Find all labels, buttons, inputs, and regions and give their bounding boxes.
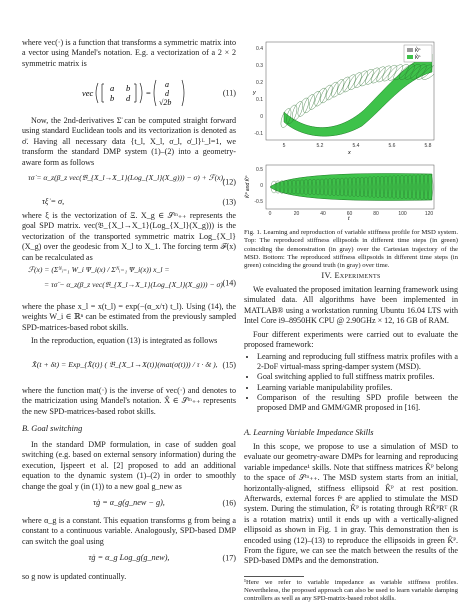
- bottom-x-tick: 100: [398, 211, 407, 217]
- left-paragraph-3: where ξ is the vectorization of Ξ. X_g ∈ 𝒮ᵐ₊₊ represents the goal SPD matrix. vec(𝔅_{X_l→X_1}(Log_{X_l}(X_g))) is the vectorization of the transported symmetric matrix Log_{X_l}(X_g) over the geodesic from X_l to X_1. The forcing term ℱ(x) can be recalculated as: [22, 211, 236, 262]
- equation-13-number: (13): [222, 197, 236, 206]
- top-x-tick: 5.6: [388, 143, 396, 149]
- bottom-y-tick: 0: [260, 183, 263, 189]
- legend-swatch-green: [407, 55, 413, 59]
- eq15-body: X̂(t + δt) = Exp_{X̂(t)} ( 𝔅_{X_1→X(t)}(mat(σ(t))) / τ · δt ),: [32, 360, 218, 369]
- footnote-rule: [244, 576, 304, 577]
- eq11-v0: a: [165, 80, 169, 89]
- top-x-tick: 5.8: [424, 143, 432, 149]
- top-y-tick: 0.4: [256, 46, 263, 52]
- eq11-m2: b: [110, 93, 115, 103]
- eq11-v2: √2b: [159, 98, 172, 107]
- bottom-x-tick: 60: [346, 211, 353, 217]
- equation-15-number: (15): [222, 360, 236, 370]
- top-y-tick: 0: [260, 114, 263, 120]
- top-x-tick: 5.4: [352, 143, 360, 149]
- legend-label-0: K̂ᴾ: [415, 48, 421, 54]
- experiment-item-1: • Learning and reproducing full stiffness matrix profiles with a 2-DoF virtual-mass spring-damper system (MSD).: [257, 352, 458, 372]
- left-paragraph-9: so g now is updated continually.: [22, 572, 127, 581]
- bottom-x-ticks: [269, 211, 434, 217]
- equation-17-number: (17): [222, 553, 236, 563]
- top-x-label: x: [348, 150, 351, 156]
- equation-12: [22, 172, 236, 192]
- right-paragraph-2: Four different experiments were carried out to evaluate the proposed framework:: [244, 330, 458, 350]
- top-y-tick: 0.1: [256, 97, 263, 103]
- figure-1: [244, 40, 458, 270]
- experiment-item-4: • Comparison of the resulting SPD profile between the proposed DMP and GMM/GMR proposed in [16].: [257, 393, 458, 413]
- equation-17: [22, 552, 236, 564]
- top-y-label: y: [253, 90, 256, 96]
- top-y-tick: 0.2: [256, 80, 263, 86]
- eq14-line1: ℱ(x) = (Σᴺᵢ₌₁ W_i Ψ_i(x) / Σᴺᵢ₌₁ Ψ_i(x)) x_l =: [28, 265, 170, 274]
- right-paragraph-3: In this scope, we propose to use a simulation of MSD to evaluate our geometry-aware DMPs for learning and reproducing variable impedance¹ skills. Note that stiffness matrices K̂ᴾ belong to the space of 𝒮ᵐ₊₊. The MSD system starts from an initial, horizontally-aligned, stiffness ellipsoid K̂ᴾ at rest position. Afterwards, external forces fᵉ are applied to stimulate the MSD system. During the stimulation, K̂ᴾ is rotating through RK̂ᴾRᵀ (R is a rotation matrix) until it ends up with a vertically-aligned ellipsoid as shown in Fig. 1 in gray. This demonstration then is encoded using (12)–(13) to reproduce the ellipsoids in green K̂ᴾ. From the figure, we can see the match between the results of the SPD-based DMPs and the demonstration.: [244, 442, 458, 566]
- bottom-y-tick: -0.5: [254, 199, 263, 205]
- left-paragraph-1: where vec(·) is a function that transforms a symmetric matrix into a vector using Mandel's notation. E.g. a vectorization of a 2 × 2 symmetric matrix is: [22, 38, 236, 68]
- figure-1-plots: [244, 40, 458, 222]
- top-y-tick: 0.3: [256, 63, 263, 69]
- top-x-tick: 5.2: [316, 143, 324, 149]
- eq11-m0: a: [110, 83, 115, 93]
- eq16-body: τġ = α_g(g_new − g),: [93, 498, 165, 507]
- bottom-x-tick: 40: [320, 211, 326, 217]
- equation-15: [22, 352, 236, 378]
- bottom-y-label: K̂ᴾ and K̂ᴾ: [245, 175, 251, 198]
- eq13-body: τξ̇ = σ,: [42, 197, 65, 206]
- svg-text:=: =: [146, 88, 151, 98]
- left-paragraph-2: Now, the 2nd-derivatives Σ̈ can be computed straight forward using standard Euclidean tools and its vectorization is denoted as σ̈. Having all necessary data {t_l, X_l, σ_l, σ̇_l}ᴸ_l=1, we transform the standard DMP system (1)–(2) into a geometry-aware form as follows: [22, 116, 236, 167]
- bottom-x-tick: 20: [293, 211, 300, 217]
- experiment-item-3: • Learning variable manipulability profiles.: [257, 383, 458, 393]
- bottom-y-tick: 0.5: [256, 167, 263, 173]
- equation-13: [22, 196, 236, 207]
- footnote-text: ¹Here we refer to variable impedance as variable stiffness profiles. Nevertheless, the proposed approach can also be used to learn variable damping controllers as well as any SPD-matrix-based robot skills.: [244, 579, 458, 603]
- legend-swatch-gray: [407, 48, 413, 52]
- experiment-list: [244, 352, 458, 413]
- equation-11-render: [22, 78, 236, 108]
- bottom-x-label: t: [348, 216, 350, 222]
- equation-11: [22, 78, 236, 108]
- left-paragraph-5: In the reproduction, equation (13) is integrated as follows: [31, 336, 218, 345]
- legend-label-1: K̂ᴾ: [415, 55, 421, 61]
- equation-14-number: (14): [222, 278, 236, 288]
- equation-16: [22, 497, 236, 509]
- footnote-block: [244, 573, 458, 603]
- bottom-y-ticks: [254, 167, 263, 205]
- equation-12-number: (12): [222, 177, 236, 187]
- eq11-m1: b: [126, 83, 131, 93]
- eq11-vec: vec: [82, 88, 94, 98]
- bottom-x-tick: 80: [373, 211, 379, 217]
- equation-14: [22, 264, 236, 296]
- eq11-m3: d: [126, 93, 131, 103]
- left-paragraph-6: where the function mat(·) is the inverse of vec(·) and denotes to the matricization using Mandel's notation. X̂ ∈ 𝒮ᵐ₊₊ represents the new SPD-matrices-based robot skills.: [22, 386, 236, 416]
- section-iv-heading: IV. Experiments: [321, 271, 381, 280]
- eq12-body: τσ̇ = α_z(β_z vec(𝔅_{X_l→X_1}(Log_{X_l}(X_g))) − σ) + ℱ(x),: [28, 173, 225, 182]
- eq11-v1: d: [165, 89, 169, 98]
- left-paragraph-7: In the standard DMP formulation, in case of sudden goal switching (e.g. based on external sensory information) during the execution, Ijspeert et al. [2] proposed to add an additional equation to the dynamic system (1)–(2) in order to smoothly change the goal y (in (1)) to a new goal g_new as: [22, 440, 236, 491]
- section-b-heading: B. Goal switching: [22, 424, 83, 433]
- equation-11-number: (11): [222, 88, 236, 98]
- left-paragraph-8: where α_g is a constant. This equation transforms g from being a constant to a continuous variable. Analogously, SPD-based DMP can switch the goal using: [22, 516, 236, 546]
- bottom-x-tick: 120: [424, 211, 434, 217]
- eq14-line2: = τσ̈ − α_z(β_z vec(𝔅_{X_l→X_1}(Log_{X_l}(X_g))) − σ): [44, 280, 223, 289]
- right-paragraph-1: We evaluated the proposed imitation learning framework using simulated data. All algorithms have been implemented in MATLAB® using a workstation running Ubuntu 16.04 LTS with Intel Core i9–8950HK CPU @ 2.90GHz × 12, 16 GB of RAM.: [244, 285, 458, 326]
- top-y-tick: -0.1: [254, 131, 263, 137]
- left-paragraph-4: where the phase x_l = x(t_l) = exp(−(α_x/τ) t_l). Using (14), the weights W_i ∈ ℝⁿ can be estimated from the previously sampled SPD-matrices-based robot skills.: [22, 302, 236, 332]
- bottom-x-tick: 0: [268, 211, 272, 217]
- equation-16-number: (16): [222, 498, 236, 508]
- section-a-heading: A. Learning Variable Impedance Skills: [244, 428, 374, 437]
- top-x-tick: 5: [282, 143, 286, 149]
- figure-1-caption: Fig. 1. Learning and reproduction of variable stiffness profile for MSD system. Top: The reproduced stiffness ellipsoids in different time steps (in green) coinciding the demonstration (in gray) over the Cartesian trajectory of the MSD. Bottom: The reproduced stiffness ellipsoids in different time steps (in green) coinciding the ground truth (in gray) over time.: [244, 229, 458, 270]
- experiment-item-2: • Goal switching applied to full stiffness matrix profiles.: [257, 372, 458, 382]
- eq17-body: τġ = α_g Log_g(g_new),: [88, 553, 170, 562]
- top-x-ticks: [283, 143, 432, 149]
